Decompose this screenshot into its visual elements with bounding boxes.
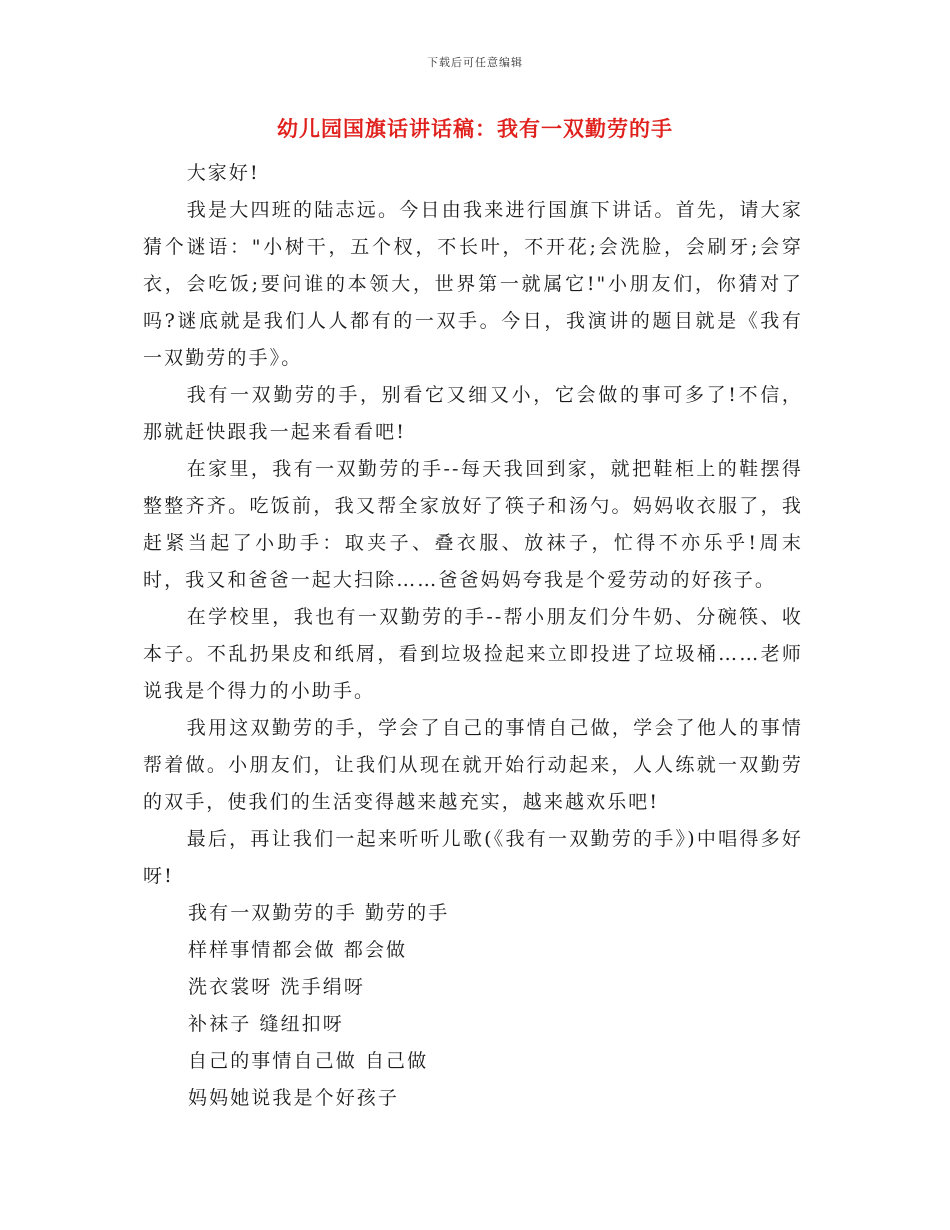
document-title: 幼儿园国旗话讲话稿：我有一双勤劳的手 (277, 116, 673, 141)
paragraph-at-school: 在学校里，我也有一双勤劳的手--帮小朋友们分牛奶、分碗筷、收本子。不乱扔果皮和纸屑，看到垃圾捡起来立即投进了垃圾桶……老师说我是个得力的小助手。 (143, 606, 803, 702)
song-line: 妈妈她说我是个好孩子 (188, 1087, 400, 1109)
header-note: 下载后可任意编辑 (427, 56, 523, 69)
paragraph-at-home: 在家里，我有一双勤劳的手--每天我回到家，就把鞋柜上的鞋摆得整整齐齐。吃饭前，我又帮全家放好了筷子和汤勺。妈妈收衣服了，我赶紧当起了小助手：取夹子、叠衣服、放袜子，忙得不亦乐乎!周末时，我又和爸爸一起大扫除……爸爸妈妈夸我是个爱劳动的好孩子。 (143, 458, 803, 591)
paragraph-song-intro: 最后，再让我们一起来听听儿歌(《我有一双勤劳的手》)中唱得多好呀! (143, 828, 803, 887)
song-line: 样样事情都会做 都会做 (188, 939, 408, 961)
song-line: 补袜子 缝纽扣呀 (188, 1013, 344, 1035)
paragraph-intro-hands: 我有一双勤劳的手，别看它又细又小，它会做的事可多了!不信，那就赶快跟我一起来看看吧! (143, 384, 803, 443)
paragraph-riddle: 我是大四班的陆志远。今日由我来进行国旗下讲话。首先，请大家猜个谜语："小树干，五个杈，不长叶，不开花;会洗脸，会刷牙;会穿衣，会吃饭;要问谁的本领大，世界第一就属它!"小朋友们，你猜对了吗?谜底就是我们人人都有的一双手。今日，我演讲的题目就是《我有一双勤劳的手》。 (143, 199, 803, 369)
song-lyrics (188, 895, 449, 1117)
song-line: 自己的事情自己做 自己做 (188, 1050, 429, 1072)
paragraph-call-to-action: 我用这双勤劳的手，学会了自己的事情自己做，学会了他人的事情帮着做。小朋友们，让我们从现在就开始行动起来，人人练就一双勤劳的双手，使我们的生活变得越来越充实，越来越欢乐吧! (143, 717, 803, 813)
speech-body (143, 155, 803, 895)
paragraph-greeting: 大家好! (186, 162, 260, 184)
song-line: 我有一双勤劳的手 勤劳的手 (188, 902, 450, 924)
song-line: 洗衣裳呀 洗手绢呀 (188, 976, 365, 998)
